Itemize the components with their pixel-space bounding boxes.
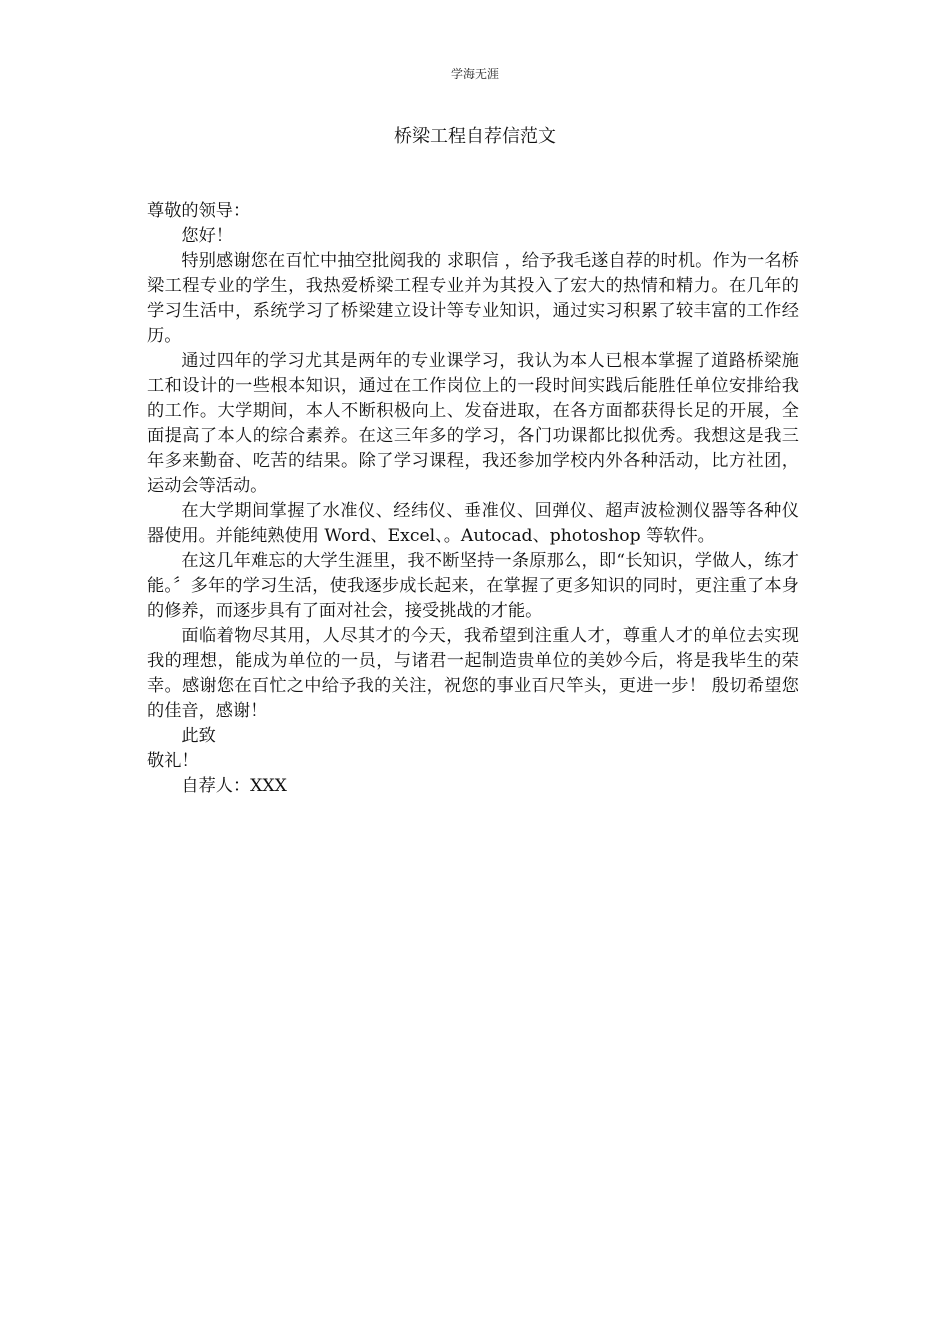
closing-line-1: 此致	[181, 726, 216, 746]
closing-line-2: 敬礼！	[147, 751, 199, 771]
document-title: 桥梁工程自荐信范文	[394, 126, 556, 147]
paragraph: 在大学期间掌握了水准仪、经纬仪、垂准仪、回弹仪、超声波检测仪器等各种仪器使用。并能纯熟使用 Word、Excel、。Autocad、photoshop 等软件。	[147, 501, 799, 546]
greeting: 您好！	[181, 226, 233, 246]
paragraph: 在这几年难忘的大学生涯里，我不断坚持一条原那么，即“长知识，学做人，练才能。〞多年的学习生活，使我逐步成长起来，在掌握了更多知识的同时，更注重了本身的修养，而逐步具有了面对社会，接受挑战的才能。	[147, 551, 799, 621]
paragraph: 通过四年的学习尤其是两年的专业课学习，我认为本人已根本掌握了道路桥梁施工和设计的一些根本知识，通过在工作岗位上的一段时间实践后能胜任单位安排给我的工作。大学期间，本人不断积极向上、发奋进取，在各方面都获得长足的开展，全面提高了本人的综合素养。在这三年多的学习，各门功课都比拟优秀。我想这是我三年多来勤奋、吃苦的结果。除了学习课程，我还参加学校内外各种活动，比方社团，运动会等活动。	[147, 351, 799, 496]
signature: 自荐人：XXX	[181, 776, 287, 796]
paragraph: 特别感谢您在百忙中抽空批阅我的 求职信 ，给予我毛遂自荐的时机。作为一名桥梁工程专业的学生，我热爱桥梁工程专业并为其投入了宏大的热情和精力。在几年的学习生活中，系统学习了桥梁建立设计等专业知识，通过实习积累了较丰富的工作经历。	[147, 251, 799, 346]
paragraph: 面临着物尽其用，人尽其才的今天，我希望到注重人才，尊重人才的单位去实现我的理想，能成为单位的一员，与诸君一起制造贵单位的美妙今后，将是我毕生的荣幸。感谢您在百忙之中给予我的关注，祝您的事业百尺竿头，更进一步！ 殷切希望您的佳音，感谢！	[147, 626, 799, 721]
letter-body	[147, 199, 799, 799]
page-header: 学海无涯	[450, 67, 499, 81]
salutation: 尊敬的领导：	[147, 201, 251, 221]
